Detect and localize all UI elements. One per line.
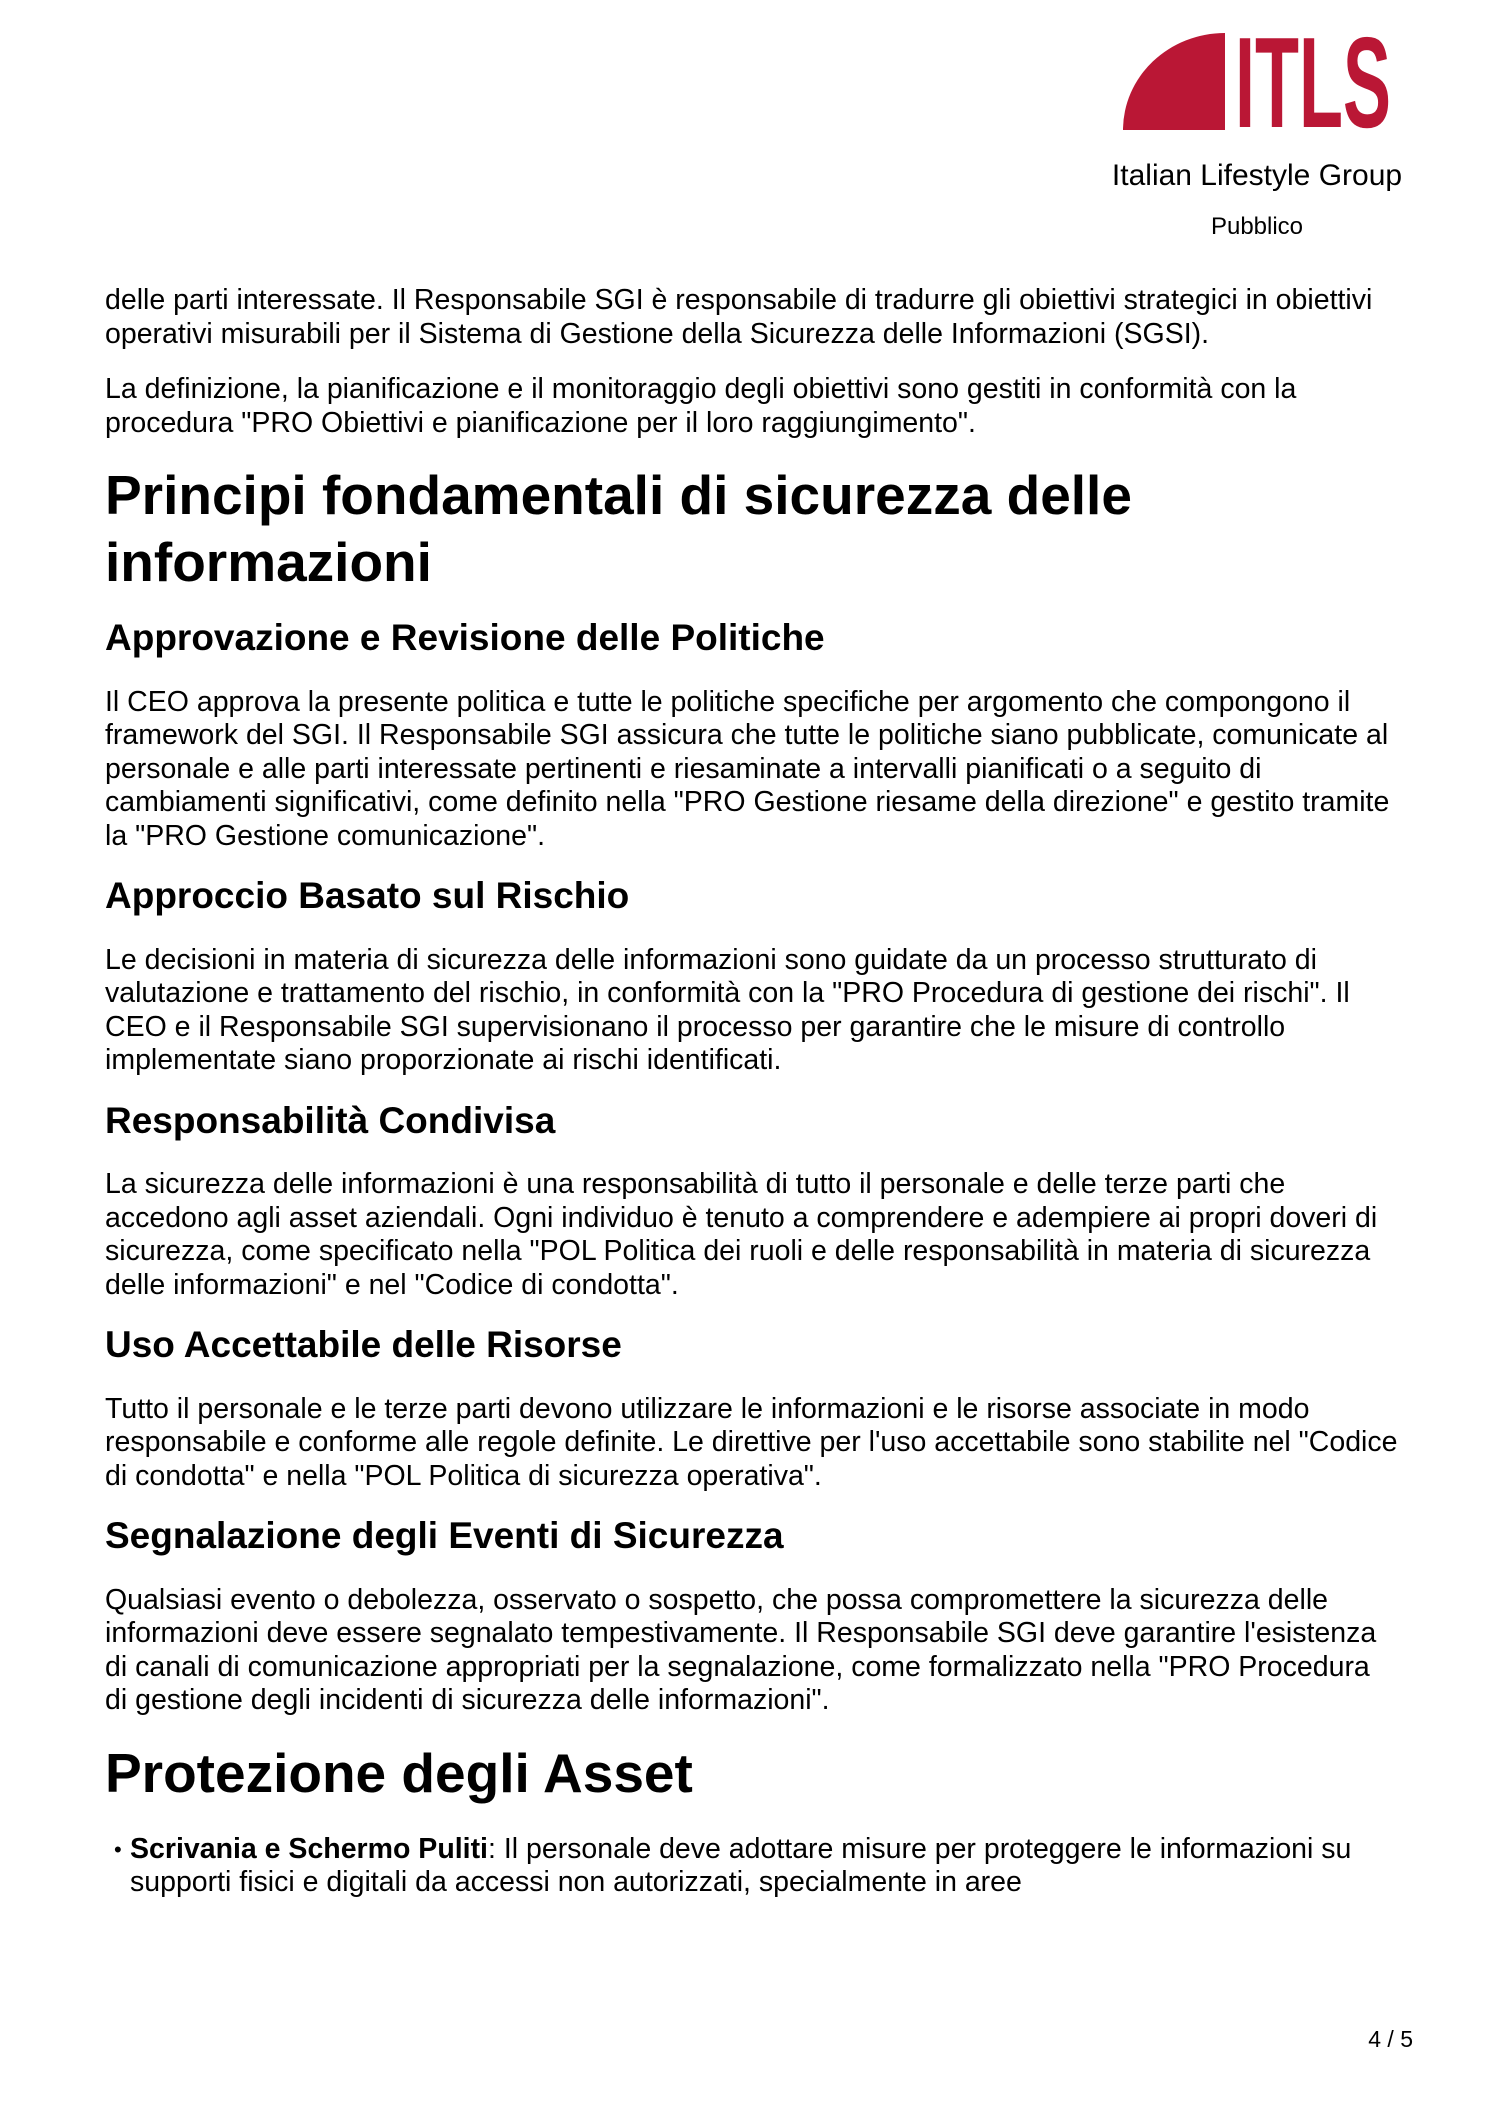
intro-paragraph: La definizione, la pianificazione e il monitoraggio degli obiettivi sono gestiti in conformità con la procedura "PRO Obiettivi e pianificazione per il loro raggiungimento".: [105, 373, 1297, 439]
intro-paragraph: delle parti interessate. Il Responsabile SGI è responsabile di tradurre gli obiettivi strategici in obiettivi operativi misurabili per il Sistema di Gestione della Sicurezza delle Informazioni (SGSI).: [105, 284, 1373, 350]
section-paragraph: Le decisioni in materia di sicurezza delle informazioni sono guidate da un processo strutturato di valutazione e trattamento del rischio, in conformità con la "PRO Procedura di gestione dei rischi". Il CEO e il Responsabile SGI supervisionano il processo per garantire che le misure di controllo implementate siano proporzionate ai rischi identificati.: [105, 943, 1350, 1076]
list-item-lead: Scrivania e Schermo Puliti: [130, 1832, 488, 1865]
list-item: [114, 1832, 1398, 1900]
bullet-icon: •: [114, 1836, 122, 1862]
main-heading-principles: Principi fondamentali di sicurezza delle informazioni: [105, 464, 1132, 593]
section-paragraph: Qualsiasi evento o debolezza, osservato o sospetto, che possa compromettere la sicurezza delle informazioni deve essere segnalato tempestivamente. Il Responsabile SGI deve garantire l'esistenza di canali di comunicazione appropriati per la segnalazione, come formalizzato nella "PRO Procedura di gestione degli incidenti di sicurezza delle informazioni".: [105, 1583, 1377, 1716]
list-item-text: : Il personale deve adottare misure per proteggere le informazioni su supporti fisici e digitali da accessi non autorizzati, specialmente in aree: [130, 1832, 1352, 1898]
section-heading: Approccio Basato sul Rischio: [105, 875, 630, 916]
main-heading-assets: Protezione degli Asset: [105, 1741, 693, 1804]
company-logo: [1123, 11, 1391, 155]
section-heading: Uso Accettabile delle Risorse: [105, 1324, 622, 1365]
classification-label: Pubblico: [1210, 213, 1304, 240]
section-heading: Responsabilità Condivisa: [105, 1099, 556, 1141]
company-name: Italian Lifestyle Group: [1111, 159, 1403, 192]
section-paragraph: Tutto il personale e le terze parti devono utilizzare le informazioni e le risorse associate in modo responsabile e conforme alle regole definite. Le direttive per l'uso accettabile sono stabilite nel "Codice di condotta" e nella "POL Politica di sicurezza operativa".: [105, 1392, 1398, 1492]
section-risk-based-approach: [105, 875, 1398, 1078]
logo-wordmark: ITLS: [1235, 11, 1391, 155]
section-paragraph: Il CEO approva la presente politica e tutte le politiche specifiche per argomento che compongono il framework del SGI. Il Responsabile SGI assicura che tutte le politiche siano pubblicate, comunicate al personale e alle parti interessate pertinenti e riesaminate a intervalli pianificati o a seguito di cambiamenti significativi, come definito nella "PRO Gestione riesame della direzione" e gestito tramite la "PRO Gestione comunicazione".: [105, 685, 1390, 852]
section-acceptable-use: [105, 1324, 1398, 1493]
document-body: [105, 284, 1398, 1900]
section-security-event-reporting: [105, 1515, 1398, 1718]
logo-quarter-circle-icon: [1123, 33, 1225, 130]
section-heading: Segnalazione degli Eventi di Sicurezza: [105, 1515, 784, 1556]
page-number: 4 / 5: [1368, 2026, 1413, 2052]
section-paragraph: La sicurezza delle informazioni è una responsabilità di tutto il personale e delle terze parti che accedono agli asset aziendali. Ogni individuo è tenuto a comprendere e adempiere ai propri doveri di sicurezza, come specificato nella "POL Politica dei ruoli e delle responsabilità in materia di sicurezza delle informazioni" e nel "Codice di condotta".: [105, 1168, 1378, 1301]
section-heading: Approvazione e Revisione delle Politiche: [105, 617, 825, 658]
asset-protection-list: [105, 1833, 1398, 1900]
section-shared-responsibility: [105, 1100, 1398, 1303]
header-block: [1087, 11, 1427, 241]
section-policy-approval: [105, 617, 1398, 853]
